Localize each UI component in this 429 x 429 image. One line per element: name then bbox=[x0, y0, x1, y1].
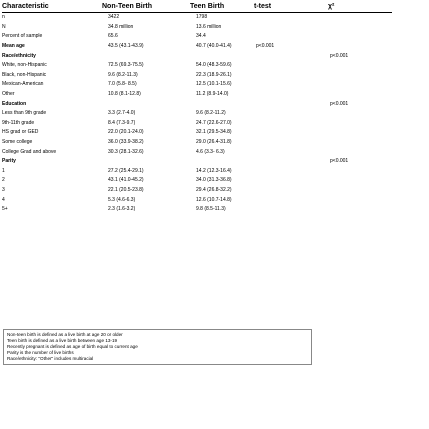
characteristics-table bbox=[2, 3, 392, 214]
footnote: Race/ethnicity: "Other" includes multiracial bbox=[7, 356, 94, 361]
non-teen-value: 30.3 (28.1-32.6) bbox=[108, 148, 144, 155]
teen-value: 22.3 (18.9-26.1) bbox=[196, 71, 232, 78]
t-test-value bbox=[254, 128, 328, 138]
chi-square-value bbox=[328, 147, 392, 157]
row-label: Other bbox=[2, 91, 15, 98]
row-label: 3 bbox=[2, 186, 5, 193]
header-non-teen-birth: Non-Teen Birth bbox=[102, 3, 190, 13]
teen-value: 12.5 (10.1-15.6) bbox=[196, 81, 232, 88]
footnote: Recently pregnant is defined as age of birth equal to current age bbox=[7, 344, 138, 349]
chi-square-value bbox=[328, 138, 392, 148]
chi-square-value bbox=[328, 90, 392, 100]
teen-value: 1798 bbox=[196, 14, 208, 21]
t-test-value bbox=[254, 147, 328, 157]
chi-square-value bbox=[328, 109, 392, 119]
table-row bbox=[2, 13, 392, 23]
non-teen-value: 9.6 (8.2-11.3) bbox=[108, 71, 138, 78]
teen-value: 9.6 (8.2-11.2) bbox=[196, 110, 226, 117]
t-test-value bbox=[254, 186, 328, 196]
row-label: Education bbox=[2, 100, 27, 107]
table-body bbox=[2, 13, 392, 215]
chi-square-value bbox=[328, 128, 392, 138]
header-chi-square: χ² bbox=[328, 3, 392, 13]
non-teen-value: 34.8 million bbox=[108, 23, 134, 30]
chi-square-value bbox=[328, 71, 392, 81]
footnote: Parity is the number of live births bbox=[7, 350, 74, 355]
non-teen-value: 36.0 (33.9-38.2) bbox=[108, 139, 144, 146]
row-label: HS grad or GED bbox=[2, 129, 39, 136]
non-teen-value: 65.6 bbox=[108, 33, 118, 40]
non-teen-value: 8.4 (7.3-9.7) bbox=[108, 119, 136, 126]
table-row bbox=[2, 80, 392, 90]
table-row bbox=[2, 147, 392, 157]
t-test-value bbox=[254, 205, 328, 215]
row-label: Mexican-American bbox=[2, 81, 44, 88]
footnote: Teen birth is defined as a live birth between age 13-19 bbox=[7, 338, 118, 343]
chi-square-value: p<0.001 bbox=[330, 158, 349, 165]
teen-value: 54.0 (48.3-59.6) bbox=[196, 62, 232, 69]
teen-value: 34.0 (31.3-36.8) bbox=[196, 177, 232, 184]
row-label: n bbox=[2, 14, 5, 21]
chi-square-value bbox=[328, 61, 392, 71]
chi-square-value bbox=[328, 205, 392, 215]
table-row bbox=[2, 128, 392, 138]
non-teen-value: 43.5 (43.1-43.9) bbox=[108, 43, 144, 50]
teen-value bbox=[190, 157, 254, 167]
t-test-value bbox=[254, 51, 328, 61]
table-row bbox=[2, 119, 392, 129]
table-section-row bbox=[2, 99, 392, 109]
non-teen-value: 5.3 (4.6-6.3) bbox=[108, 196, 136, 203]
table-row bbox=[2, 138, 392, 148]
chi-square-value: p<0.001 bbox=[330, 52, 349, 59]
row-label: White, non-Hispanic bbox=[2, 62, 47, 69]
row-label: Race/ethnicity bbox=[2, 52, 36, 59]
non-teen-value: 10.8 (8.1-12.8) bbox=[108, 91, 141, 98]
non-teen-value: 2.3 (1.6-3.2) bbox=[108, 206, 136, 213]
t-test-value bbox=[254, 167, 328, 177]
chi-square-value bbox=[328, 186, 392, 196]
non-teen-value: 7.0 (5.8- 8.5) bbox=[108, 81, 137, 88]
chi-square-value bbox=[328, 42, 392, 52]
non-teen-value bbox=[102, 51, 190, 61]
t-test-value bbox=[254, 23, 328, 33]
footnotes-box bbox=[3, 329, 312, 365]
table-row bbox=[2, 205, 392, 215]
non-teen-value: 22.0 (20.1-24.0) bbox=[108, 129, 144, 136]
t-test-value bbox=[254, 99, 328, 109]
chi-square-value bbox=[328, 13, 392, 23]
row-label: 4 bbox=[2, 196, 5, 203]
teen-value: 24.7 (22.6-27.0) bbox=[196, 119, 232, 126]
header-t-test: t-test bbox=[254, 3, 328, 13]
row-label: Less than 9th grade bbox=[2, 110, 47, 117]
footnote: Non-teen birth is defined as a live birth at age 20 or older bbox=[7, 332, 123, 337]
row-label: 5+ bbox=[2, 206, 8, 213]
t-test-value bbox=[254, 119, 328, 129]
chi-square-value bbox=[328, 32, 392, 42]
t-test-value: p<0.001 bbox=[256, 43, 275, 50]
row-label: Black, non-Hispanic bbox=[2, 71, 47, 78]
header-characteristic: Characteristic bbox=[2, 3, 102, 13]
chi-square-value bbox=[328, 176, 392, 186]
t-test-value bbox=[254, 61, 328, 71]
table-row bbox=[2, 186, 392, 196]
table-section-row bbox=[2, 157, 392, 167]
non-teen-value: 27.2 (25.4-29.1) bbox=[108, 167, 144, 174]
chi-square-value: p<0.001 bbox=[330, 100, 349, 107]
non-teen-value: 3422 bbox=[108, 14, 120, 21]
non-teen-value bbox=[102, 99, 190, 109]
teen-value: 34.4 bbox=[196, 33, 206, 40]
row-label: College Grad and above bbox=[2, 148, 57, 155]
row-label: Some college bbox=[2, 139, 33, 146]
table-row bbox=[2, 176, 392, 186]
chi-square-value bbox=[328, 167, 392, 177]
teen-value: 12.6 (10.7-14.8) bbox=[196, 196, 232, 203]
t-test-value bbox=[254, 80, 328, 90]
row-label: Percent of sample bbox=[2, 33, 43, 40]
row-label: 2 bbox=[2, 177, 5, 184]
table-row bbox=[2, 23, 392, 33]
row-label: Mean age bbox=[2, 43, 25, 50]
chi-square-value bbox=[328, 119, 392, 129]
table-row bbox=[2, 109, 392, 119]
teen-value: 13.6 million bbox=[196, 23, 222, 30]
row-label: Parity bbox=[2, 158, 16, 165]
non-teen-value bbox=[102, 157, 190, 167]
table-row bbox=[2, 90, 392, 100]
t-test-value bbox=[254, 13, 328, 23]
t-test-value bbox=[254, 195, 328, 205]
chi-square-value bbox=[328, 23, 392, 33]
teen-value: 32.1 (29.5-34.8) bbox=[196, 129, 232, 136]
non-teen-value: 43.1 (41.0-45.2) bbox=[108, 177, 144, 184]
teen-value bbox=[190, 99, 254, 109]
teen-value: 11.2 (8.9-14.0) bbox=[196, 91, 229, 98]
t-test-value bbox=[254, 157, 328, 167]
chi-square-value bbox=[328, 195, 392, 205]
t-test-value bbox=[254, 109, 328, 119]
row-label: N bbox=[2, 23, 6, 30]
teen-value: 4.6 (3.3- 6.3) bbox=[196, 148, 225, 155]
table-row bbox=[2, 167, 392, 177]
t-test-value bbox=[254, 32, 328, 42]
teen-value: 29.0 (26.4-31.8) bbox=[196, 139, 232, 146]
table-header-row bbox=[2, 3, 392, 13]
non-teen-value: 72.5 (69.3-75.5) bbox=[108, 62, 144, 69]
table-section-row bbox=[2, 51, 392, 61]
teen-value: 29.4 (26.8-32.2) bbox=[196, 186, 232, 193]
t-test-value bbox=[254, 176, 328, 186]
t-test-value bbox=[254, 138, 328, 148]
row-label: 9th-11th grade bbox=[2, 119, 35, 126]
table-row bbox=[2, 32, 392, 42]
chi-square-value bbox=[328, 80, 392, 90]
header-teen-birth: Teen Birth bbox=[190, 3, 254, 13]
teen-value: 9.8 (8.5-11.3) bbox=[196, 206, 226, 213]
t-test-value bbox=[254, 71, 328, 81]
table-row bbox=[2, 61, 392, 71]
table-row bbox=[2, 195, 392, 205]
non-teen-value: 3.3 (2.7-4.0) bbox=[108, 110, 136, 117]
non-teen-value: 22.1 (20.5-23.8) bbox=[108, 186, 144, 193]
teen-value: 40.7 (40.0-41.4) bbox=[196, 43, 232, 50]
row-label: 1 bbox=[2, 167, 5, 174]
teen-value: 14.2 (12.3-16.4) bbox=[196, 167, 232, 174]
teen-value bbox=[190, 51, 254, 61]
t-test-value bbox=[254, 90, 328, 100]
table-row bbox=[2, 71, 392, 81]
table-section-row bbox=[2, 42, 392, 52]
